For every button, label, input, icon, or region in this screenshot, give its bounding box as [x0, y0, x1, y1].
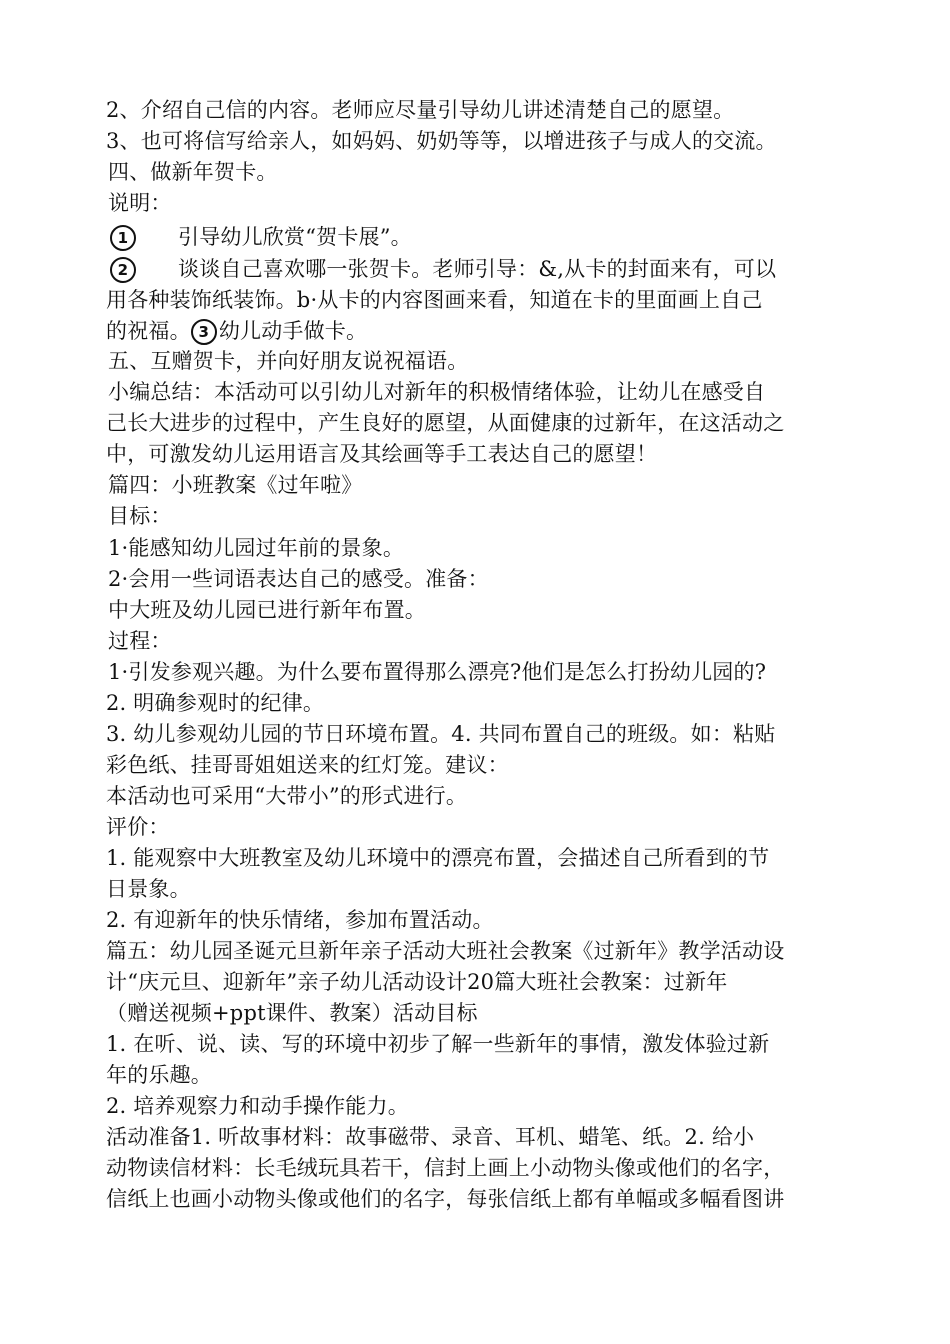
circled-item-2 — [110, 254, 870, 284]
text-line: 2. 明确参观时的纪律。 — [106, 691, 325, 715]
section-heading: 篇五：幼儿园圣诞元旦新年亲子活动大班社会教案《过新年》教学活动设 — [106, 939, 785, 963]
circled-number-3: 3 — [191, 319, 217, 345]
text-line: 3. 幼儿参观幼儿园的节日环境布置。4. 共同布置自己的班级。如：粘贴 — [106, 722, 776, 746]
text-line: 彩色纸、挂哥哥姐姐送来的红灯笼。建议： — [106, 753, 509, 777]
text-line: 说明： — [108, 191, 172, 215]
circled-number-2: 2 — [110, 257, 136, 283]
section-heading: 五、互赠贺卡，并向好朋友说祝福语。 — [108, 349, 469, 373]
circled-item-1 — [110, 222, 870, 252]
text-line: 计“庆元旦、迎新年”亲子幼儿活动设计20篇大班社会教案：过新年 — [106, 970, 728, 994]
text-line: 本活动也可采用“大带小”的形式进行。 — [106, 784, 468, 808]
text-line: 1. 在听、说、读、写的环境中初步了解一些新年的事情，激发体验过新 — [106, 1032, 770, 1056]
text-line: 1·引发参观兴趣。为什么要布置得那么漂亮?他们是怎么打扮幼儿园的? — [108, 660, 767, 684]
circled-text-3: 幼儿动手做卡。 — [218, 319, 368, 343]
text-line: 中大班及幼儿园已进行新年布置。 — [108, 598, 426, 622]
text-line: 动物读信材料：长毛绒玩具若干，信封上画上小动物头像或他们的名字， — [106, 1156, 785, 1180]
section-heading: 四、做新年贺卡。 — [108, 160, 278, 184]
text-line: 小编总结：本活动可以引幼儿对新年的积极情绪体验，让幼儿在感受自 — [108, 380, 766, 404]
text-line: 己长大进步的过程中，产生良好的愿望，从面健康的过新年，在这活动之 — [106, 411, 785, 435]
text-line: 3、也可将信写给亲人，如妈妈、奶奶等等，以增进孩子与成人的交流。 — [106, 129, 777, 153]
text-line: 信纸上也画小动物头像或他们的名字，每张信纸上都有单幅或多幅看图讲 — [106, 1187, 785, 1211]
text-line: 2. 培养观察力和动手操作能力。 — [106, 1094, 409, 1118]
circled-number-1: 1 — [110, 225, 136, 251]
text-line: 评价： — [106, 815, 170, 839]
text-line: 日景象。 — [106, 877, 191, 901]
text-line: 目标： — [108, 504, 172, 528]
text-line: 用各种装饰纸装饰。b·从卡的内容图画来看，知道在卡的里面画上自己 — [106, 288, 763, 312]
text-line: 1·能感知幼儿园过年前的景象。 — [108, 536, 405, 560]
text-line: 1. 能观察中大班教室及幼儿环境中的漂亮布置，会描述自己所看到的节 — [106, 846, 770, 870]
text-line: 2·会用一些词语表达自己的感受。准备： — [108, 567, 489, 591]
circled-item-3 — [106, 316, 866, 346]
text-line: 年的乐趣。 — [106, 1063, 212, 1087]
text-line: 过程： — [108, 629, 172, 653]
text-line: 中，可激发幼儿运用语言及其绘画等手工表达自己的愿望！ — [106, 442, 658, 466]
text-line: 2. 有迎新年的快乐情绪，参加布置活动。 — [106, 908, 494, 932]
circled-text-1: 引导幼儿欣赏“贺卡展”。 — [178, 225, 412, 249]
text-line: 活动准备1. 听故事材料：故事磁带、录音、耳机、蜡笔、纸。2. 给小 — [106, 1125, 755, 1149]
section-heading: 篇四：小班教案《过年啦》 — [108, 473, 363, 497]
text-line: （赠送视频+ppt课件、教案）活动目标 — [106, 1001, 478, 1025]
circled-prefix: 的祝福。 — [106, 319, 191, 343]
circled-text-2: 谈谈自己喜欢哪一张贺卡。老师引导：&,从卡的封面来有，可以 — [178, 257, 777, 281]
text-line: 2、介绍自己信的内容。老师应尽量引导幼儿讲述清楚自己的愿望。 — [106, 98, 735, 122]
